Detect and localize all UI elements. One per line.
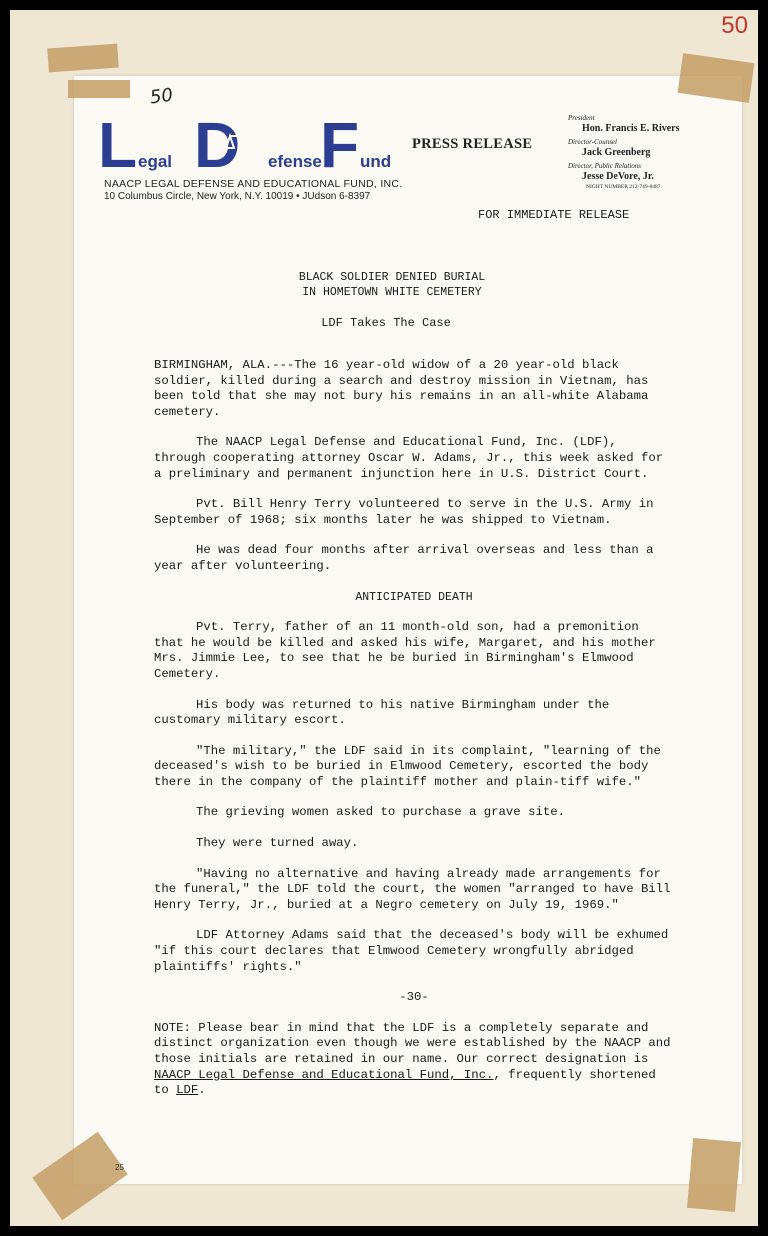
note-short: LDF	[176, 1083, 199, 1098]
logo-word-egal: egal	[138, 152, 173, 171]
staff-name: Hon. Francis E. Rivers	[582, 123, 680, 134]
staff-name: Jesse DeVore, Jr.	[582, 171, 654, 182]
organization-address: 10 Columbus Circle, New York, N.Y. 10019 • JUdson 6-8397	[104, 191, 371, 202]
staff-role: President	[568, 114, 595, 122]
tape-top-left	[47, 44, 119, 73]
tape-top-left-2	[68, 80, 130, 98]
note-text: NOTE: Please bear in mind that the LDF is a completely separate and distinct organization even though we were established by the NAACP and those initials are retained in our name. Our correct designation is	[154, 1020, 671, 1066]
note-middle: , frequently shortened to	[154, 1067, 656, 1098]
organization-name: NAACP LEGAL DEFENSE AND EDUCATIONAL FUND, INC.	[104, 178, 403, 190]
headline-line-2: IN HOMETOWN WHITE CEMETERY	[302, 286, 482, 299]
staff-list	[568, 114, 738, 190]
staff-role: Director-Counsel	[568, 138, 617, 146]
logo-letter-l: L	[98, 109, 138, 181]
article-body	[154, 358, 674, 1114]
logo-word-und: und	[360, 152, 392, 171]
logo-letter-f: F	[320, 109, 360, 181]
staff-name: Jack Greenberg	[582, 147, 651, 158]
end-mark: -30-	[399, 990, 429, 1005]
note-designation: NAACP Legal Defense and Educational Fund, Inc.	[154, 1067, 494, 1082]
tape-bottom-right	[687, 1138, 741, 1212]
paragraph: "Having no alternative and having already made arrangements for the funeral," the LDF told the court, the women "arranged to have Bill Henry Terry, Jr., buried at a Negro cemetery on July 19, 1969."	[154, 866, 671, 912]
paragraph: The grieving women asked to purchase a grave site.	[196, 805, 565, 820]
ldf-logo	[98, 109, 392, 181]
paragraph: "The military," the LDF said in its complaint, "learning of the deceased's wish to be buried in Elmwood Cemetery, escorted the body there in the company of the plaintiff mother and plain-tiff wife."	[154, 743, 661, 789]
night-number: NIGHT NUMBER 212-749-8487	[586, 184, 661, 190]
section-heading: ANTICIPATED DEATH	[355, 590, 473, 604]
paragraph: Pvt. Terry, father of an 11 month-old son, had a premonition that he would be killed and asked his wife, Margaret, and his mother Mrs. Jimmie Lee, to see that he be buried in Birmingham's Elmwood Cemetery.	[154, 620, 656, 681]
paragraph: BIRMINGHAM, ALA.---The 16 year-old widow of a 20 year-old black soldier, killed during a search and destroy mission in Vietnam, has been told that she may not bury his remains in an all-white Alabama cemetery.	[154, 358, 649, 419]
form-code: 25	[115, 1163, 124, 1172]
scales-of-justice-icon	[224, 126, 264, 164]
paragraph: LDF Attorney Adams said that the deceased's body will be exhumed "if this court declares that Elmwood Cemetery wrongfully abridged plaintiffs' rights."	[154, 928, 669, 974]
paragraph: Pvt. Bill Henry Terry volunteered to serve in the U.S. Army in September of 1968; six months later he was shipped to Vietnam.	[154, 497, 654, 527]
immediate-release-label: FOR IMMEDIATE RELEASE	[478, 208, 630, 222]
handwritten-number: 50	[148, 84, 175, 109]
note-paragraph	[154, 1021, 674, 1099]
press-release-label: PRESS RELEASE	[412, 136, 533, 152]
headline-line-1: BLACK SOLDIER DENIED BURIAL	[298, 271, 486, 284]
paragraph: The NAACP Legal Defense and Educational Fund, Inc. (LDF), through cooperating attorney Oscar W. Adams, Jr., this week asked for a preliminary and permanent injunction here in U.S. District Court.	[154, 435, 664, 481]
paragraph: His body was returned to his native Birmingham under the customary military escort.	[154, 697, 610, 728]
note-end: .	[198, 1083, 206, 1098]
headline	[262, 270, 522, 300]
archive-page-number: 50	[721, 12, 748, 39]
staff-role: Director, Public Relations	[568, 162, 642, 170]
logo-word-efense: efense	[268, 152, 322, 171]
paragraph: They were turned away.	[196, 836, 359, 851]
logo-letter-d: D	[194, 109, 241, 181]
subheadline: LDF Takes The Case	[321, 316, 451, 330]
paragraph: He was dead four months after arrival overseas and less than a year after volunteering.	[154, 543, 654, 573]
